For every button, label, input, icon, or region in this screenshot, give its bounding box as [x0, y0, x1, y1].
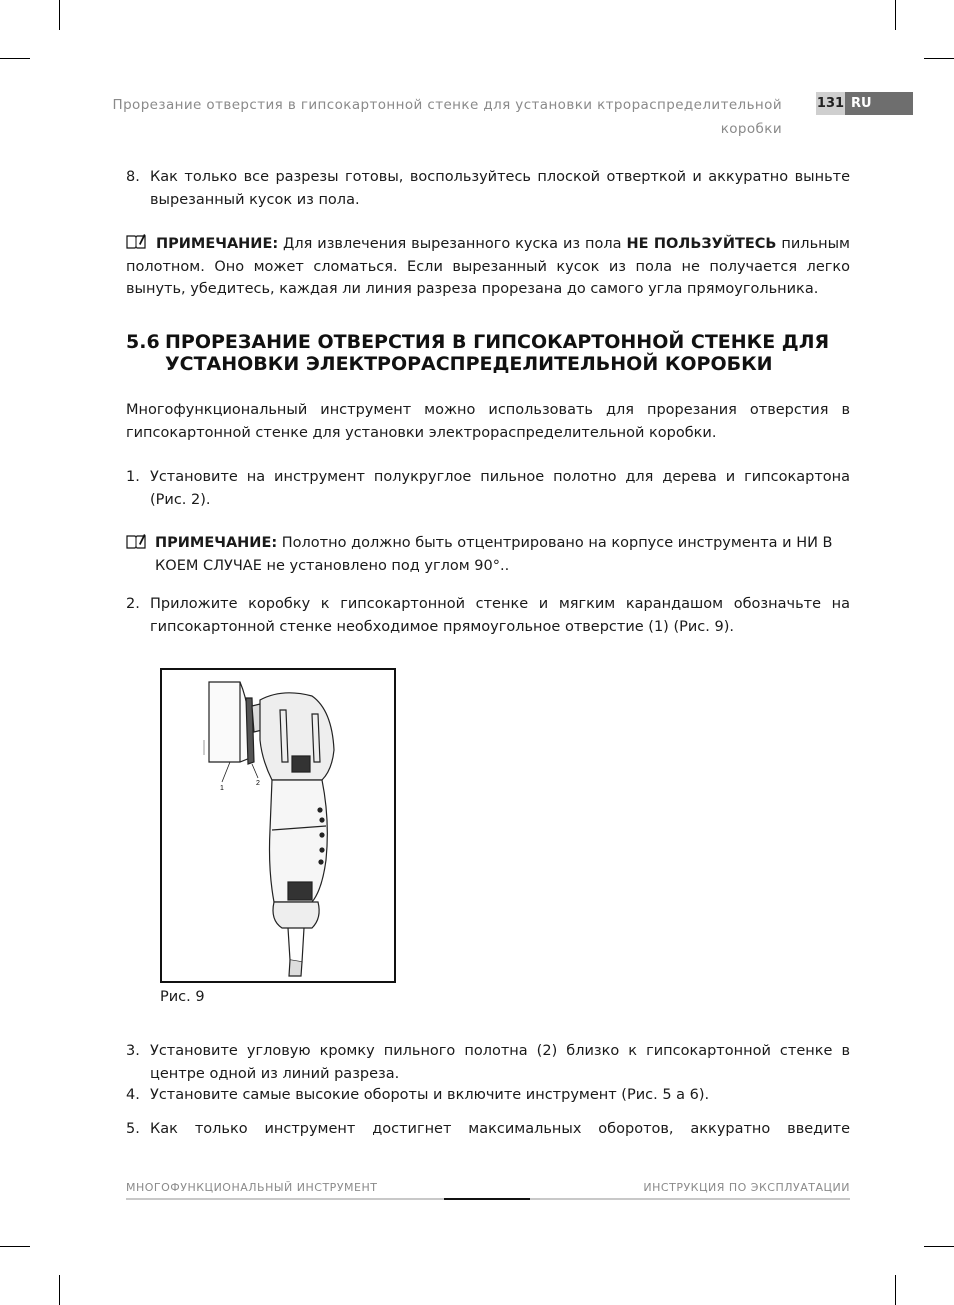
- page-number: 131: [816, 92, 845, 115]
- step-text: Установите самые высокие обороты и включите инструмент (Рис. 5 а 6).: [150, 1087, 710, 1103]
- section-title: ПРОРЕЗАНИЕ ОТВЕРСТИЯ В ГИПСОКАРТОННОЙ СТЕНКЕ ДЛЯ УСТАНОВКИ ЭЛЕКТРОРАСПРЕДЕЛИТЕЛЬНОЙ КОРОБКИ: [165, 331, 830, 375]
- figure-callout-2: 2: [256, 780, 260, 787]
- multitool-illustration: [162, 670, 394, 981]
- step-text: Установите на инструмент полукруглое пильное полотно для дерева и гипсокартона (Рис. 2).: [150, 469, 850, 508]
- footer-rule-accent: [444, 1198, 530, 1200]
- crop-mark: [0, 58, 30, 59]
- note-book-icon: [126, 533, 146, 549]
- crop-mark: [895, 1275, 896, 1305]
- footer-right-label: ИНСТРУКЦИЯ ПО ЭКСПЛУАТАЦИИ: [643, 1181, 850, 1194]
- running-header-title: Прорезание отверстия в гипсокартонной стенке для установки ктрораспределительной коробки: [112, 97, 782, 137]
- step-number: 2.: [126, 596, 140, 612]
- step-number: 4.: [126, 1087, 140, 1103]
- footer-rule: [530, 1198, 850, 1200]
- crop-mark: [59, 0, 60, 30]
- crop-mark: [924, 58, 954, 59]
- note-label: ПРИМЕЧАНИЕ:: [156, 236, 279, 252]
- intro-paragraph: Многофункциональный инструмент можно использовать для прорезания отверстия в гипсокартонной стенке для установки электрораспределительной коробки.: [126, 402, 850, 441]
- section-heading: [126, 331, 850, 375]
- crop-mark: [59, 1275, 60, 1305]
- page-badge: [816, 92, 913, 115]
- step-number: 3.: [126, 1043, 140, 1059]
- step-text: Установите угловую кромку пильного полотна (2) близко к гипсокартонной стенке в центре одной из линий разреза.: [150, 1043, 850, 1082]
- step-number: 8.: [126, 169, 140, 185]
- note-emphasis: НЕ ПОЛЬЗУЙТЕСЬ: [626, 236, 777, 252]
- note-text: пильным полотном. Оно может сломаться. Если вырезанный кусок из пола не получается легко вынуть, убедитесь, каждая ли линия разреза прорезана до самого угла прямоугольника.: [126, 236, 850, 297]
- note-text: Полотно должно быть отцентрировано на корпусе инструмента и НИ В КОЕМ СЛУЧАЕ не установлено под углом 90°..: [155, 535, 833, 574]
- footer-rule: [126, 1198, 444, 1200]
- language-code: RU: [851, 96, 872, 111]
- footer-left-label: МНОГОФУНКЦИОНАЛЬНЫЙ ИНСТРУМЕНТ: [126, 1181, 378, 1194]
- figure-callout-1: 1: [220, 785, 224, 792]
- step-text: Как только все разрезы готовы, воспользуйтесь плоской отверткой и аккуратно выньте вырезанный кусок из пола.: [150, 169, 850, 208]
- step-number: 5.: [126, 1121, 140, 1137]
- note-paragraph: [126, 233, 850, 301]
- note-label: ПРИМЕЧАНИЕ:: [155, 535, 278, 551]
- section-number: 5.6: [126, 331, 160, 353]
- figure-caption: Рис. 9: [160, 989, 205, 1005]
- crop-mark: [924, 1246, 954, 1247]
- step-text: Приложите коробку к гипсокартонной стенке и мягким карандашом обозначьте на гипсокартонной стенке необходимое прямоугольное отверстие (1) (Рис. 9).: [150, 596, 850, 635]
- crop-mark: [0, 1246, 30, 1247]
- figure-frame: [160, 668, 396, 983]
- step-text: Как только инструмент достигнет максимальных оборотов, аккуратно введите: [150, 1121, 850, 1137]
- note-text: Для извлечения вырезанного куска из пола: [278, 236, 627, 252]
- step-number: 1.: [126, 469, 140, 485]
- note-paragraph: [155, 532, 835, 577]
- crop-mark: [895, 0, 896, 30]
